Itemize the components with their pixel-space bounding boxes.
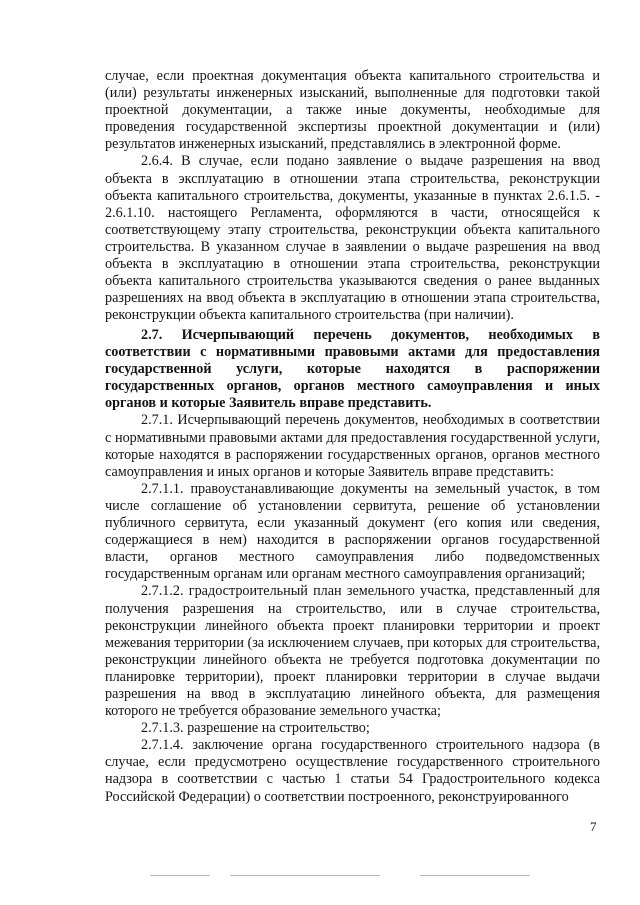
top-block xyxy=(105,68,600,324)
scan-artifact-line xyxy=(230,875,380,876)
paragraph-2-7-1-1: 2.7.1.1. правоустанавливающие документы на земельный участок, в том числе соглашение об установлении сервитута, решение об установлении публичного сервитута, если указанный документ (его копия или сведения, содержащиеся в нем) находится в распоряжении органов государственной власти, органов местного самоуправления либо подведомственных государственным органам или органам местного самоуправления организаций; xyxy=(105,480,600,583)
section-2-7-heading: 2.7. Исчерпывающий перечень документов, необходимых в соответствии с нормативными правовыми актами для предоставления государственной услуги, которые находятся в распоряжении государственных органов, органов местного самоуправления и иных органов и которые Заявитель вправе представить. xyxy=(105,327,600,412)
paragraph-2-7-1-2: 2.7.1.2. градостроительный план земельного участка, представленный для получения разрешения на строительство, или в случае строительства, реконструкции линейного объекта проект планировки территории и проект межевания территории (за исключением случаев, при которых для строительства, реконструкции линейного объекта не требуется подготовка документации по планировке территории), проект планировки территории в случае выдачи разрешения на ввод в эксплуатацию линейного объекта, для размещения которого не требуется образование земельного участка; xyxy=(105,583,600,720)
paragraph-2-7-1-3: 2.7.1.3. разрешение на строительство; xyxy=(141,720,370,737)
section-2-7 xyxy=(105,327,600,806)
paragraph-2-6-4: 2.6.4. В случае, если подано заявление о выдаче разрешения на ввод объекта в эксплуатацию в отношении этапа строительства, реконструкции объекта капитального строительства, документы, указанные в пунктах 2.6.1.5. - 2.6.1.10. настоящего Регламента, оформляются в части, относящейся к соответствующему этапу строительства, реконструкции объекта капитального строительства. В указанном случае в заявлении о выдаче разрешения на ввод объекта в эксплуатацию в отношении этапа строительства, реконструкции объекта капитального строительства указываются сведения о ранее выданных разрешениях на ввод объекта в эксплуатацию в отношении этапа строительства, реконструкции объекта капитального строительства (при наличии). xyxy=(105,153,600,324)
paragraph-2-7-1-4: 2.7.1.4. заключение органа государственного строительного надзора (в случае, если предусмотрено осуществление государственного строительного надзора в соответствии с частью 1 статьи 54 Градостроительного кодекса Российской Федерации) о соответствии построенного, реконструированного xyxy=(105,737,600,805)
paragraph-continuation: случае, если проектная документация объекта капитального строительства и (или) результаты инженерных изысканий, выполненные для подготовки такой проектной документации, а также иные документы, необходимые для проведения государственной экспертизы проектной документации и (или) результатов инженерных изысканий, представлялись в электронной форме. xyxy=(105,68,600,153)
paragraph-2-7-1: 2.7.1. Исчерпывающий перечень документов, необходимых в соответствии с нормативными правовыми актами для предоставления государственной услуги, которые находятся в распоряжении государственных органов, органов местного самоуправления и иных органов и которые Заявитель вправе представить: xyxy=(105,412,600,480)
scan-artifact-line xyxy=(420,875,530,876)
page-number: 7 xyxy=(590,819,597,834)
scan-artifact-line xyxy=(150,875,210,876)
